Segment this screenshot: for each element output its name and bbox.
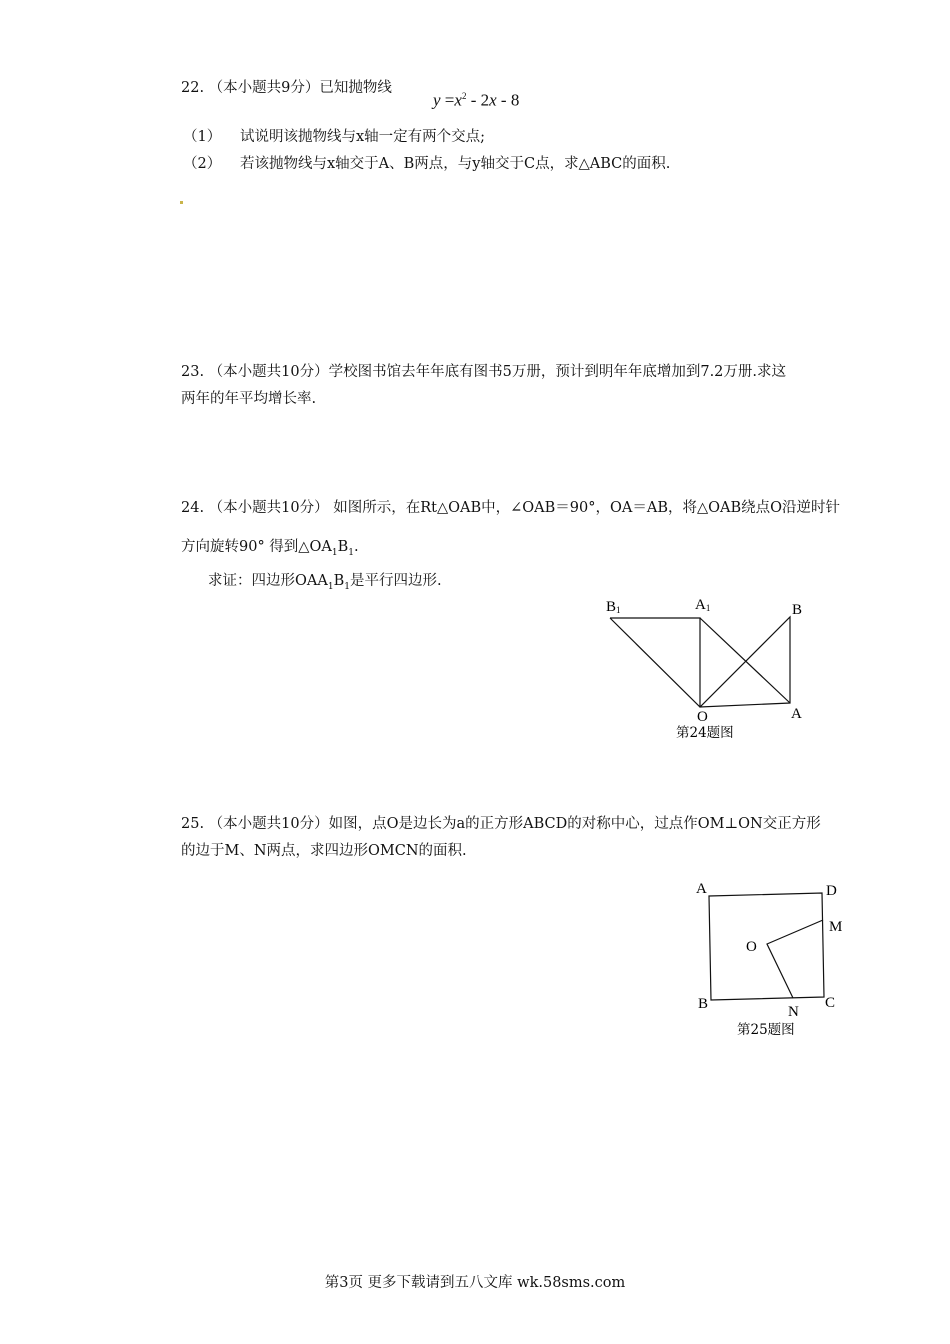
q25-caption: 第25题图 [737,1022,795,1038]
q24-line1: 24. （本小题共10分） 如图所示，在Rt△OAB中，∠OAB＝90°，OA＝AB，将△OAB绕点O沿逆时针 [181,500,841,516]
q24-line2-c: . [353,539,359,555]
q24-label-O: O [697,709,708,725]
q24-outline [610,617,790,707]
eq-x: x [454,90,462,110]
q25-square [709,893,824,1000]
q22-part1-text: 试说明该抛物线与x轴一定有两个交点; [240,129,486,145]
q24-proof-c: 是平行四边形. [349,573,442,589]
q24-proof-sub2: 1 [344,581,350,592]
q25-line2: 的边于M、N两点，求四边形OMCN的面积. [181,843,467,859]
eq-y: y [433,90,441,110]
q22-part2-num: （2） [183,156,222,172]
eq-term-b: - 8 [496,90,520,110]
q24-figure-lines [610,617,790,707]
q25-line1: 25. （本小题共10分）如图，点O是边长为a的正方形ABCD的对称中心，过点作OM⊥ON交正方形 [181,816,821,832]
q24-label-B: B [792,602,803,618]
q25-figure-lines [709,893,824,1000]
q25-label-N: N [788,1004,799,1020]
q24-label-A: A [791,706,802,722]
q25-label-A: A [696,881,707,897]
eq-x2: x [489,90,497,110]
q24-caption: 第24题图 [676,725,734,741]
eq-term-a: - 2 [466,90,490,110]
page-footer: 第3页 更多下载请到五八文库 wk.58sms.com [324,1275,626,1291]
q25-label-O: O [746,939,757,955]
q24-line2-a: 方向旋转90° 得到△OA [181,539,332,555]
q24-line2-b: B [337,539,349,555]
q23-line2: 两年的年平均增长率. [181,391,317,407]
q22-part2-text: 若该抛物线与x轴交于A、B两点，与y轴交于C点，求△ABC的面积. [240,156,671,172]
q25-label-M: M [829,919,843,935]
q22-part1-num: （1） [183,129,222,145]
q24-proof-b: B [333,573,345,589]
eq-equals: = [440,90,455,110]
q25-right-angle [767,920,823,998]
q25-label-D: D [826,883,837,899]
q24-line2-sub1: 1 [331,547,338,558]
q24-proof-sub1: 1 [327,581,334,592]
q23-line1: 23. （本小题共10分）学校图书馆去年年底有图书5万册，预计到明年年底增加到7.2万册.求这 [181,364,787,380]
eq-square: 2 [461,91,467,101]
q24-label-A1: A1 [695,597,711,613]
q24-proof-a: 求证：四边形OAA [208,573,328,589]
q22-header-text: 22. （本小题共9分）已知抛物线 [181,80,392,96]
q24-label-B1: B1 [606,599,621,615]
q25-label-B: B [698,996,709,1012]
q25-label-C: C [825,995,836,1011]
q24-line2-sub2: 1 [348,547,354,558]
